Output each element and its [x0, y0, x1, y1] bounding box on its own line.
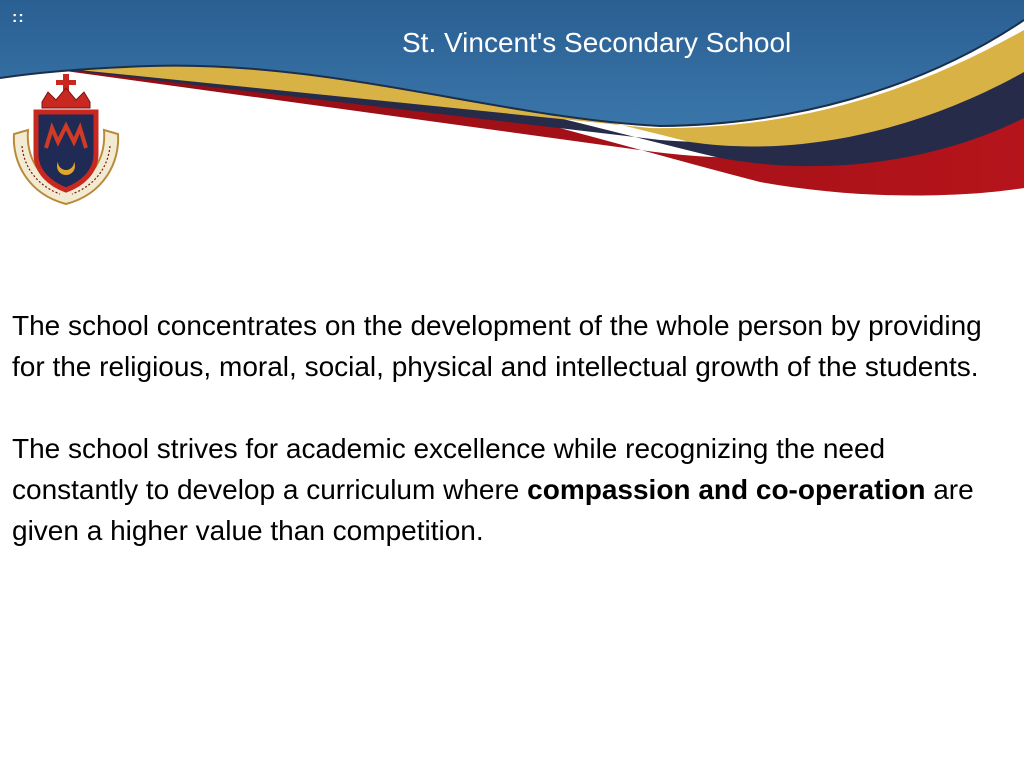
paragraph-excellence-text-start: The school strives for academic excellence while recognizing the need constantly to develop a curriculum where: [12, 433, 886, 505]
corner-mark: ::: [12, 9, 25, 26]
paragraph-excellence-bold-text: compassion and co-operation: [527, 474, 926, 505]
paragraph-excellence-text-end: are given a higher value than competition.: [12, 474, 974, 546]
school-crest-logo: [8, 72, 124, 210]
main-content: [12, 305, 1012, 551]
school-title: St. Vincent's Secondary School: [402, 27, 792, 58]
paragraph-excellence: [12, 428, 1012, 551]
paragraph-development: The school concentrates on the development of the whole person by providing for the religious, moral, social, physical and intellectual growth of the students.: [12, 310, 982, 382]
